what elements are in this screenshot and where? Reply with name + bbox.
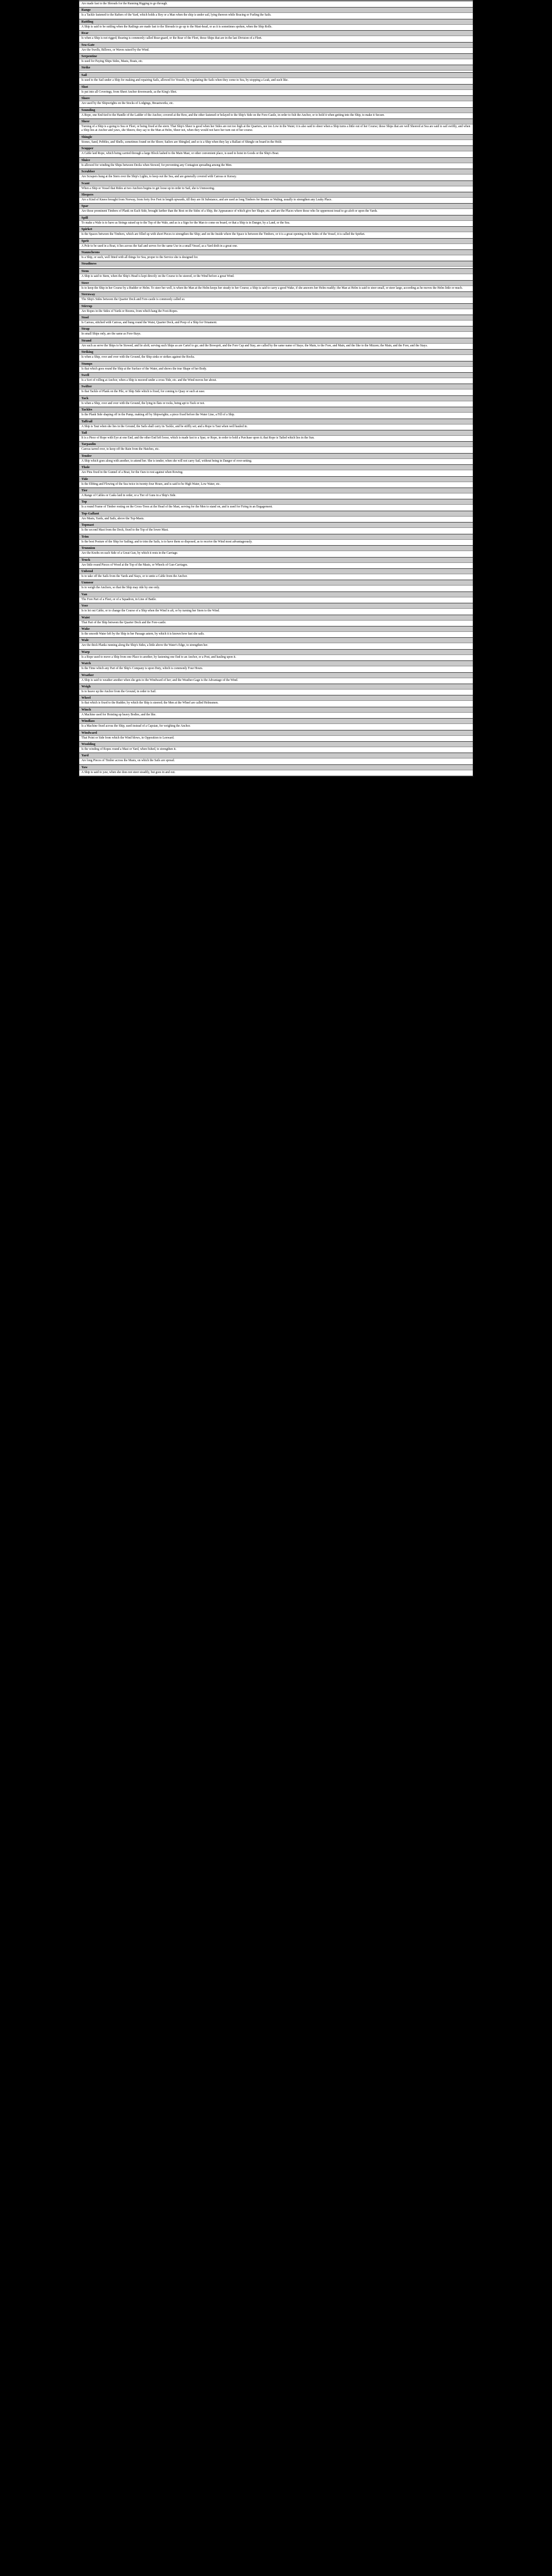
glossary-definition: Is a Rope used to move a Ship from one Place to another, by fastening one End to an Anchor, or a Post, and hauling upon it. xyxy=(81,655,237,659)
glossary-definition: Are Pins fixed in the Gunnel of a Boat, for the Oars to rest against when Rowing. xyxy=(81,471,183,475)
glossary-entry xyxy=(79,742,473,753)
glossary-term: Shore xyxy=(79,96,473,101)
glossary-term: Weigh xyxy=(79,684,473,690)
glossary-term: Tender xyxy=(79,454,473,459)
glossary-definition: Is a Tackle fastened to the Rafters of the Yard, which holds a Boy or a Man when the ship is under sail, lying thereon while Bracing or Furling the Sails. xyxy=(81,13,272,17)
glossary-definition: Is used to the Sail under a Ship for making and repairing Sails, allowed for Vessels, by regulating the Sails when they come to Sea, by stopping a Leak, and such like. xyxy=(81,79,289,82)
glossary-term: Veer xyxy=(79,603,473,609)
glossary-term: Top-Gallant xyxy=(79,511,473,517)
glossary-definition xyxy=(79,71,473,72)
glossary-term: Windlass xyxy=(79,719,473,724)
glossary-term: Waist xyxy=(79,615,473,621)
glossary-entry xyxy=(79,534,473,546)
glossary-entry xyxy=(79,73,473,84)
glossary-term: Winch xyxy=(79,707,473,713)
glossary-entry xyxy=(79,626,473,638)
glossary-entry xyxy=(79,1,473,8)
glossary-definition: That Part of the Ship between the Quarter Deck and the Fore-castle. xyxy=(81,621,167,624)
glossary-term: Sternway xyxy=(79,292,473,297)
glossary-term: Thole xyxy=(79,465,473,470)
glossary-term: Watch xyxy=(79,661,473,666)
glossary-definition: Turning of a Ship is a going to Sea or Fleet, or being fixed at the stern. That Ship's Sheer is good when her Sides are not too high at the Quarters, nor too Low in the Waist; it is also said to sheer when a Ship turns a little out of her Course; those Ships that are well Sheered at Sea are said to sail swiftly, and when a Ship lies at Anchor and yaws, she Sheers; they say to the Man at Helm, Sheer not, when they would not have her turn out of her course. xyxy=(81,125,471,133)
glossary-entry xyxy=(79,169,473,180)
glossary-definition: Are such as serve the Ships to be Stowed, and lie aloft; serving such Ships as are Cartel to go; and the Bowsprit, and the Fore Cap and Stay, are called by the same name of Stays; the Main, to the Fore, and Main, and the like to the Mizzen; the Main, and the Fore, and the Stays. xyxy=(81,344,428,347)
glossary-term: Yard xyxy=(79,753,473,758)
glossary-entry xyxy=(79,753,473,764)
glossary-definition: Is to take off the Sails from the Yards and Stays, or to untie a Cable from the Anchor. xyxy=(81,574,188,578)
glossary-entry xyxy=(79,135,473,146)
glossary-definition: Are Scrapers hung at the Stern over the Ship's Lights, to keep out the Sea, and are generally covered with Canvas or Kersey. xyxy=(81,175,237,179)
glossary-definition: Are Masts, Yards, and Sails, above the Top-Masts. xyxy=(81,517,144,520)
glossary-term: Topmast xyxy=(79,523,473,528)
glossary-entry xyxy=(79,592,473,603)
glossary-term: Sprit xyxy=(79,239,473,244)
glossary-definition: Is when a Ship, over and over with the Ground, the lying in flats or rocks, being apt to Tack or not. xyxy=(81,401,205,405)
glossary-term: Wale xyxy=(79,638,473,643)
glossary-term: Rattling xyxy=(79,19,473,25)
glossary-entry xyxy=(79,85,473,96)
glossary-term: Stauncheons xyxy=(79,250,473,255)
glossary-term: Top xyxy=(79,499,473,505)
glossary-term: Wheel xyxy=(79,695,473,701)
glossary-term: Tackles xyxy=(79,407,473,413)
glossary-document xyxy=(79,0,473,777)
glossary-term: Scupper xyxy=(79,146,473,151)
glossary-definition: Canvas tarred over, to keep off the Rain from the Hatches, etc. xyxy=(81,448,160,451)
glossary-entry xyxy=(79,54,473,65)
glossary-term: Sail xyxy=(79,73,473,78)
glossary-definition: Is used for Paying Ships Sides, Masts, Boats, etc. xyxy=(81,60,143,64)
glossary-definition: Are the Knobs on each Side of a Great Gun, by which it rests in the Carriage. xyxy=(81,552,178,555)
glossary-entry xyxy=(79,108,473,119)
glossary-entry xyxy=(79,396,473,407)
glossary-term: Serpentine xyxy=(79,54,473,59)
glossary-definition: A Ship is said to weather another when she gets to the Windward of her; and the Weather-Gage is the Advantage of the Wind. xyxy=(81,678,238,682)
glossary-entry xyxy=(79,192,473,204)
glossary-entry xyxy=(79,730,473,742)
glossary-term: Unbend xyxy=(79,569,473,574)
glossary-definition: In small Ships only, are the same as Fore-Stays. xyxy=(81,332,141,336)
glossary-term: Tier xyxy=(79,488,473,493)
glossary-entry xyxy=(79,304,473,315)
glossary-term: Strand xyxy=(79,338,473,344)
glossary-entry xyxy=(79,477,473,488)
glossary-definition: Is the Time which any Part of the Ship's Company is upon Duty, which is commonly Four Hours. xyxy=(81,667,203,671)
glossary-term: Scant xyxy=(79,181,473,186)
glossary-term: Spill xyxy=(79,215,473,221)
glossary-definition: Is the smooth Water left by the Ship in her Passage astern, by which it is known how fast she sails. xyxy=(81,632,205,636)
glossary-entry xyxy=(79,546,473,557)
glossary-definition: Is Canvas, stitched with Canvas, and hung round the Waist, Quarter Deck, and Poop of a Ship for Ornament. xyxy=(81,321,217,324)
glossary-definition: Is to keep the Ship in her Course by a Rudder or Helm. To steer her well, is when the Man at the Helm keeps her steady to her Course; a Ship is said to carry a good Wake, if she answers her Helm readily; the Man at Helm is said to steer small, or steer large, according as he moves the Helm little or much. xyxy=(81,286,463,290)
glossary-term: Sounding xyxy=(79,108,473,113)
glossary-definition: Are made fast to the Shrouds for the Running Rigging to go through. xyxy=(81,2,168,5)
glossary-entry xyxy=(79,430,473,442)
glossary-definition: Is the second Mast from the Deck, fixed to the Top of the lower Mast. xyxy=(81,528,169,532)
glossary-entry xyxy=(79,684,473,695)
glossary-entry xyxy=(79,511,473,523)
glossary-term: Windward xyxy=(79,730,473,736)
glossary-term: Trim xyxy=(79,534,473,540)
glossary-entry xyxy=(79,96,473,107)
glossary-term: Steer xyxy=(79,281,473,286)
glossary-entry xyxy=(79,65,473,73)
glossary-entry xyxy=(79,673,473,684)
glossary-entry xyxy=(79,43,473,54)
glossary-entry xyxy=(79,250,473,261)
glossary-entry xyxy=(79,19,473,31)
glossary-term: Stool xyxy=(79,315,473,321)
glossary-term: Tide xyxy=(79,477,473,482)
glossary-term: Tack xyxy=(79,396,473,401)
glossary-term: Range xyxy=(79,8,473,13)
glossary-entry xyxy=(79,603,473,615)
glossary-entry xyxy=(79,465,473,476)
glossary-term: Tarpaulin xyxy=(79,442,473,447)
glossary-term: Spar xyxy=(79,204,473,209)
glossary-entry xyxy=(79,661,473,672)
glossary-term: Tail xyxy=(79,430,473,436)
glossary-definition: Are those prominent Timbers of Plank on Each Side, brought farther than the Rest on the Sides of a Ship, the Appearance of which give her Shape, etc. and are the Places where those who lie uppermost tread to go aloft or upon the Yards. xyxy=(81,210,378,213)
glossary-term: Woolding xyxy=(79,742,473,747)
glossary-term: Sea-Gate xyxy=(79,43,473,48)
glossary-definition: Is to heave up the Anchor from the Ground, in order to Sail. xyxy=(81,690,156,693)
glossary-entry xyxy=(79,292,473,303)
glossary-definition: Are the Swells, Billows, or Waves raised by the Wind. xyxy=(81,48,149,52)
glossary-definition: A Cable laid Rope, which being carried through a large Block lashed to the Main Mast, or other convenient place, is used to hoist in Goods or the Ship's Boat. xyxy=(81,152,279,156)
glossary-entry xyxy=(79,281,473,292)
glossary-definition: That Point or Side from which the Wind blows, in Opposition to Leeward. xyxy=(81,736,175,740)
glossary-entry xyxy=(79,523,473,534)
glossary-definition: When a Ship or Vessel that Rides at two Anchors begins to get loose up in order to Sail, she is Unmooring. xyxy=(81,186,215,190)
glossary-definition: A Range of Cables or Casks laid in order, or a Tier of Guns in a Ship's Side. xyxy=(81,494,176,498)
glossary-definition: Are little round Pieces of Wood at the Top of the Masts, or Wheels of Gun-Carriages. xyxy=(81,563,188,567)
glossary-definition: Is the best Posture of the Ship for Sailing; and to trim the Sails, is to have them so disposed, as to receive the Wind most advantageously. xyxy=(81,540,253,544)
glossary-term: Rear xyxy=(79,31,473,36)
glossary-definition: A Ship is said to Stem, when the Ship's Head is kept directly on the Course to be steered, or the Wind before a great Wind. xyxy=(81,275,234,279)
glossary-definition: Is to weigh the Anchors, so that the Ship may ride by one only. xyxy=(81,586,160,590)
glossary-entry xyxy=(79,719,473,730)
glossary-term: Stumps xyxy=(79,361,473,367)
glossary-entry xyxy=(79,326,473,338)
glossary-definition: Is a round Frame of Timber resting on the Cross-Trees at the Head of the Mast, serving for the Men to stand on, and is used for Firing in an Engagement. xyxy=(81,505,273,509)
glossary-entry xyxy=(79,442,473,453)
glossary-entry xyxy=(79,615,473,626)
glossary-entry xyxy=(79,638,473,649)
glossary-term: Van xyxy=(79,592,473,597)
glossary-definition: A Machine used for Hoisting up heavy Bodies, and the like. xyxy=(81,713,156,716)
glossary-term: Sluice xyxy=(79,158,473,163)
glossary-entry xyxy=(79,419,473,430)
glossary-entry xyxy=(79,765,473,776)
glossary-term: Unmoor xyxy=(79,580,473,586)
glossary-term: Warp xyxy=(79,650,473,655)
glossary-definition: Is allowed for winding the Ships between Decks when Stowed, for preventing any Contagion spreading among the Men. xyxy=(81,163,232,167)
glossary-term: Yaw xyxy=(79,765,473,770)
glossary-definition: The Fore Part of a Fleet, or of a Squadron, in Line of Battle. xyxy=(81,597,157,601)
glossary-definition xyxy=(79,267,473,268)
glossary-term: Sheer xyxy=(79,119,473,124)
glossary-definition: Stones, Sand, Pebbles, and Shells, sometimes found on the Shore; Sailors are Shingled, and so is a Ship when they lay a Ballast of Shingle on board in the Hold. xyxy=(81,140,282,144)
glossary-term: Spirket xyxy=(79,227,473,232)
glossary-entry xyxy=(79,407,473,419)
glossary-definition: Is the Plank Side shaping off in the Pump, making off by Shipwrights; a piece fixed before the Water Line, a Fill of a Ship. xyxy=(81,413,235,417)
glossary-term: Steadiness xyxy=(79,261,473,267)
glossary-definition: The Ship's Sides between the Quarter Deck and Fore-castle is commonly called so. xyxy=(81,298,185,302)
glossary-entry xyxy=(79,227,473,238)
glossary-term: Weather xyxy=(79,673,473,678)
glossary-term: Sleepers xyxy=(79,192,473,198)
glossary-definition: Is a Machine fixed across the Ship, used instead of a Capstan, for weighing the Anchor. xyxy=(81,725,191,728)
glossary-term: Trunnion xyxy=(79,546,473,551)
glossary-definition: A Ship is said to yaw, when she does not steer steadily, but goes in and out. xyxy=(81,770,176,774)
glossary-entry xyxy=(79,569,473,580)
glossary-entry xyxy=(79,695,473,707)
glossary-entry xyxy=(79,239,473,250)
glossary-entry xyxy=(79,499,473,511)
glossary-definition: To make a Wale is to have as Strings raised up to the Top of the Wale, and as is a Sign for the Man to come on board, or that a Ship is in Danger, by a Land, or the Sea. xyxy=(81,221,290,225)
glossary-definition: It is a Piece of Rope with Eye at one End, and the other End left loose, which is made fast to a Spar, or Rope, in order to hold a Purchase upon it; that Rope is Tailed which lies in the Sun. xyxy=(81,436,315,440)
glossary-entry xyxy=(79,8,473,19)
glossary-entry xyxy=(79,269,473,280)
glossary-definition: Are long Pieces of Timber across the Masts, on which the Sails are spread. xyxy=(81,759,175,763)
glossary-term: Strap xyxy=(79,326,473,332)
glossary-entry xyxy=(79,384,473,395)
glossary-definition: Are a Kind of Knees brought from Norway, from forty five Feet in length upwards, till they are fit Substance, and are used as long Timbers for Beams or Waling, usually to strengthen any Leaky Place. xyxy=(81,198,332,201)
glossary-definition: Is a Ship, or such, well fitted with all things for Sea, proper to the Service she is designed for. xyxy=(81,255,198,259)
glossary-definition: Is the Spaces between the Timbers, which are filled up with short Pieces to strengthen the Ship; and on the Inside where the Space is between the Timbers, or it is a great opening in the Sides of the Vessel, it is called the Spirket. xyxy=(81,233,365,236)
glossary-entry xyxy=(79,181,473,192)
glossary-definition: Is the Ebbing and Flowing of the Sea twice in twenty-four Hours, and is said to be High Water, Low Water, etc. xyxy=(81,482,221,486)
glossary-entry xyxy=(79,350,473,361)
glossary-entry xyxy=(79,488,473,499)
glossary-term: Stirrup xyxy=(79,304,473,309)
glossary-entry xyxy=(79,315,473,326)
glossary-entry xyxy=(79,158,473,169)
glossary-entry xyxy=(79,373,473,384)
glossary-definition: Are used by the Shipwrights on the Stocks of Lodgings, Breastworks, etc. xyxy=(81,102,174,106)
glossary-definition: A Ship is said to be rattling when the Ratlings are made fast to the Shrouds to go up to the Mast-head, or as it is sometimes spoken, when the Ship Rolls. xyxy=(81,25,272,29)
glossary-entry xyxy=(79,558,473,569)
glossary-term: Shot xyxy=(79,85,473,90)
glossary-term: Truck xyxy=(79,558,473,563)
glossary-term: Striking xyxy=(79,350,473,355)
glossary-definition: Is put into all Coverings, from Sheet Anchor downwards, as the King's Shot. xyxy=(81,90,177,94)
glossary-term: Taffrail xyxy=(79,419,473,424)
glossary-entry xyxy=(79,580,473,591)
glossary-definition: Is when a Ship is not rigged; Rearing is commonly called Rear-guard, or the Rear of the Fleet, those Ships that are in the last Division of a Fleet. xyxy=(81,37,263,40)
glossary-definition: A Pole to be used in a Boat, it lies across the Sail and serves for the same Use in a small Vessel, as a Yard doth in a great one. xyxy=(81,244,238,248)
glossary-entry xyxy=(79,650,473,661)
glossary-definition: Is when a Ship, over and over with the Ground, the Ship sinks or strikes against the Rocks. xyxy=(81,356,195,359)
glossary-term: Stem xyxy=(79,269,473,274)
glossary-term: Wake xyxy=(79,626,473,632)
glossary-entry xyxy=(79,454,473,465)
glossary-definition: Is a Sort of rolling at Anchor, when a Ship is moored under a cross Tide, etc. and the Wind moves her about. xyxy=(81,379,217,382)
glossary-entry xyxy=(79,261,473,269)
glossary-entry xyxy=(79,119,473,135)
glossary-entry xyxy=(79,204,473,215)
glossary-entry xyxy=(79,361,473,373)
glossary-definition: Is that Tackle of Plank on the Pile, or Ship Side which is fixed, for coming to Quay or such at ease. xyxy=(81,390,205,394)
glossary-definition: Is the winding of Ropes round a Mast or Yard, when fished, to strengthen it. xyxy=(81,748,177,751)
glossary-term: Scrubber xyxy=(79,169,473,175)
glossary-entry xyxy=(79,707,473,719)
glossary-definition: A Ship which goes along with another, to attend her. She is tender, when she will not carry Sail, without being in Danger of over-setting. xyxy=(81,459,252,463)
glossary-definition: Are Ropes in the Sides of Yards or Booms, from which hang the Foot-Ropes. xyxy=(81,309,178,313)
glossary-definition: A Ship is Taut when she lies in the Ground, the Sails shall carry its Tackle, and be stiffly set; and a Rope is Taut when well hauled in. xyxy=(81,424,248,428)
glossary-definition: Is to let out Cable, or to change the Course of a Ship when the Wind is aft, or by turning her Stern to the Wind. xyxy=(81,609,220,613)
glossary-term: Swifter xyxy=(79,384,473,389)
glossary-entry xyxy=(79,215,473,227)
glossary-term: Swell xyxy=(79,373,473,378)
glossary-entry xyxy=(79,146,473,157)
glossary-definition: Are the thick Planks running along the Ship's Sides, a little above the Water's Edge, to strengthen her. xyxy=(81,644,208,648)
glossary-definition: Is that which goes round the Ship at the Surface of the Water, and shows the true Shape of her Body. xyxy=(81,367,207,371)
glossary-definition: Is that which is fixed to the Rudder, by which the Ship is steered; the Men at the Wheel are called Helmsmen. xyxy=(81,701,219,705)
glossary-entry xyxy=(79,338,473,350)
glossary-entry xyxy=(79,31,473,42)
glossary-term: Shingle xyxy=(79,135,473,140)
glossary-definition: A Rope, one End tied to the Handle of the Ladder of the Anchor, covered at the Bow, and the other fastened or belayed to the Ship's Side on the Fore-Castle, in order to fish the Anchor, or to hold it when getting into the Ship, to make it Secure. xyxy=(81,113,385,117)
glossary-term: Strike xyxy=(79,65,473,71)
